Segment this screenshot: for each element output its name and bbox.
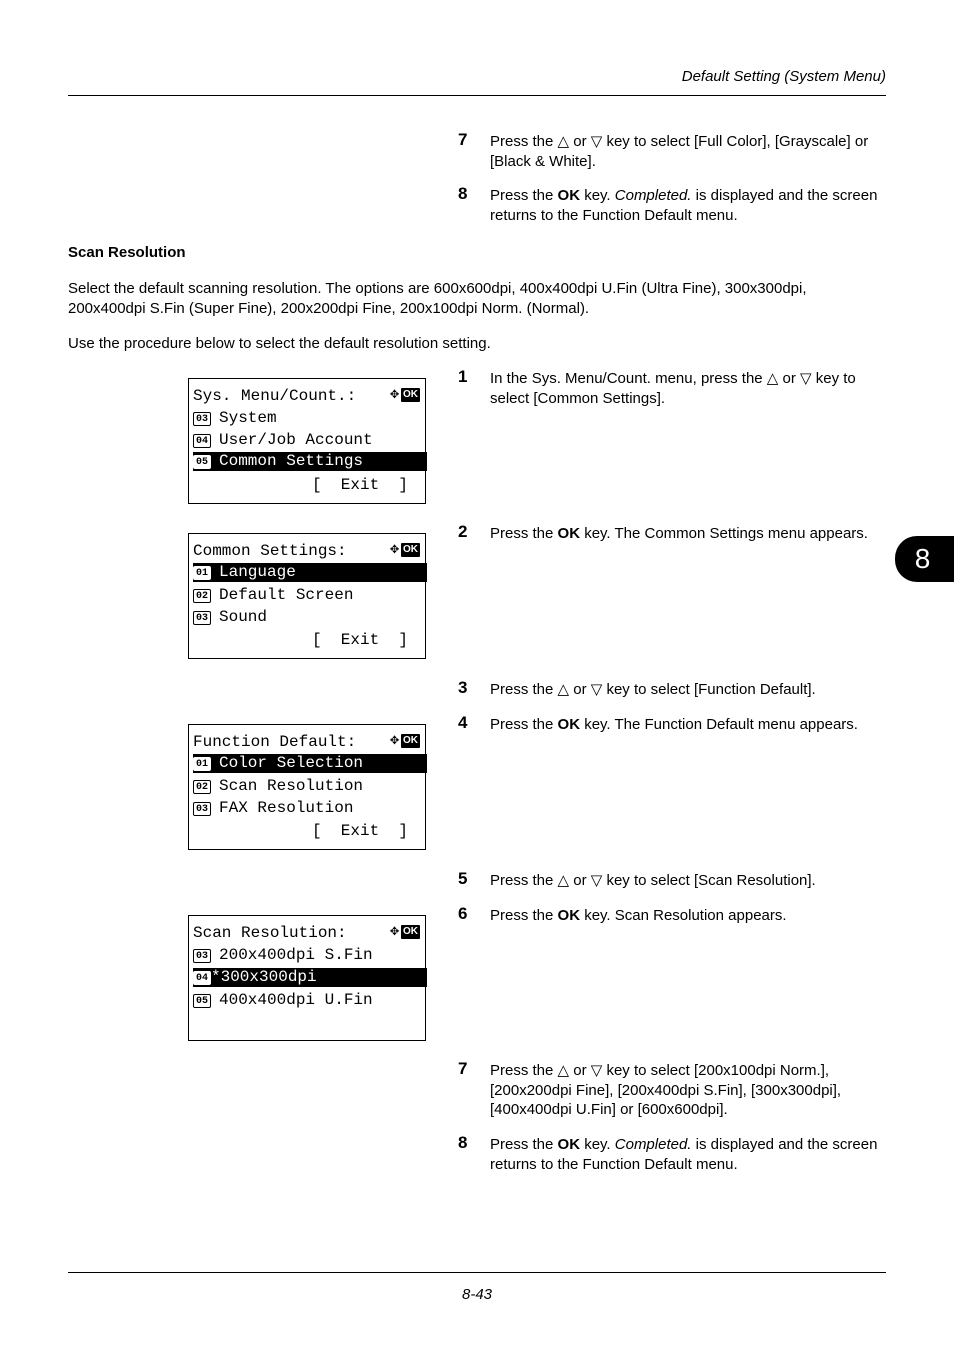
menu-item-label: System: [219, 409, 277, 427]
menu-item-default-screen[interactable]: [193, 586, 353, 605]
menu-item-color-selection-selected[interactable]: [193, 754, 427, 773]
item-number-badge: 05: [193, 994, 211, 1008]
menu-item-label: Scan Resolution: [219, 777, 364, 795]
step-number: 1: [458, 367, 468, 386]
exit-softkey[interactable]: [ Exit ]: [312, 476, 409, 494]
step-text: Press the OK key. The Common Settings menu appears.: [490, 525, 868, 542]
exit-softkey[interactable]: [ Exit ]: [312, 822, 409, 840]
four-way-arrow-icon: ✥: [389, 732, 399, 749]
four-way-arrow-icon: ✥: [389, 541, 399, 558]
option-300x300dpi-selected[interactable]: [193, 968, 427, 987]
menu-item-label: FAX Resolution: [219, 799, 354, 817]
item-number-badge: 01: [193, 757, 211, 771]
lcd-panel-scan-resolution: [188, 915, 426, 1041]
menu-item-label: 200x400dpi S.Fin: [219, 946, 373, 964]
ok-icon: OK: [403, 925, 418, 937]
item-number-badge: 05: [193, 455, 211, 469]
step-number: 4: [458, 713, 468, 732]
ok-icon: OK: [403, 543, 418, 555]
lcd-panel-sys-menu: [188, 378, 426, 504]
menu-item-label: 400x400dpi U.Fin: [219, 991, 373, 1009]
panel-title: Sys. Menu/Count.:: [193, 387, 357, 405]
step-number: 8: [458, 1133, 468, 1152]
option-200x400dpi[interactable]: [193, 946, 373, 965]
panel-title: Scan Resolution:: [193, 924, 347, 942]
step-number: 7: [458, 1059, 468, 1078]
panel-title: Common Settings:: [193, 542, 347, 560]
ok-icon: OK: [403, 388, 418, 400]
step-number: 8: [458, 184, 468, 203]
ok-icon: OK: [403, 734, 418, 746]
menu-item-system[interactable]: [193, 409, 277, 428]
step-text: Press the △ or ▽ key to select [Full Color], [Grayscale] or [Black & White].: [490, 133, 869, 170]
step-number: 5: [458, 869, 468, 888]
panel-title: Function Default:: [193, 733, 357, 751]
item-number-badge: 03: [193, 949, 211, 963]
step-text: Press the OK key. The Function Default menu appears.: [490, 716, 858, 733]
step-text: Press the OK key. Completed. is displayed and the screen returns to the Function Default menu.: [490, 187, 878, 224]
step-number: 6: [458, 904, 468, 923]
menu-item-language-selected[interactable]: [193, 563, 427, 582]
header-rule: [68, 95, 886, 96]
item-number-badge: 02: [193, 589, 211, 603]
item-number-badge: 01: [193, 566, 211, 580]
step-number: 3: [458, 678, 468, 697]
step-number: 2: [458, 522, 468, 541]
page-number: 8-43: [461, 1286, 493, 1303]
menu-item-label: Common Settings: [219, 452, 364, 470]
step-text: Press the △ or ▽ key to select [200x100dpi Norm.], [200x200dpi Fine], [200x400dpi S.Fin], [300x300dpi], [400x400dpi U.Fin] or [600x600dpi].: [490, 1062, 842, 1118]
item-number-badge: 02: [193, 780, 211, 794]
procedure-intro: Use the procedure below to select the default resolution setting.: [68, 335, 491, 352]
menu-item-scan-resolution[interactable]: [193, 777, 363, 796]
menu-item-label: Color Selection: [219, 754, 364, 772]
step-text: Press the OK key. Scan Resolution appears.: [490, 907, 787, 924]
item-number-badge: 04: [193, 971, 211, 985]
menu-item-common-settings-selected[interactable]: [193, 452, 427, 471]
exit-softkey[interactable]: [ Exit ]: [312, 631, 409, 649]
step-text: Press the △ or ▽ key to select [Function Default].: [490, 681, 816, 698]
lcd-panel-common-settings: [188, 533, 426, 659]
step-text: Press the OK key. Completed. is displayed and the screen returns to the Function Default menu.: [490, 1136, 878, 1173]
footer-rule: [68, 1272, 886, 1273]
section-heading: Scan Resolution: [68, 244, 186, 261]
item-number-badge: 03: [193, 802, 211, 816]
step-number: 7: [458, 130, 468, 149]
step-text: In the Sys. Menu/Count. menu, press the △ or ▽ key to select [Common Settings].: [490, 370, 856, 407]
menu-item-label: *300x300dpi: [211, 968, 317, 986]
running-header: Default Setting (System Menu): [681, 68, 886, 85]
option-400x400dpi[interactable]: [193, 991, 373, 1010]
menu-item-label: User/Job Account: [219, 431, 373, 449]
lcd-panel-function-default: [188, 724, 426, 850]
menu-item-user-job-account[interactable]: [193, 431, 373, 450]
menu-item-label: Language: [219, 563, 296, 581]
menu-item-sound[interactable]: [193, 608, 267, 627]
four-way-arrow-icon: ✥: [389, 923, 399, 940]
item-number-badge: 04: [193, 434, 211, 448]
step-text: Press the △ or ▽ key to select [Scan Resolution].: [490, 872, 816, 889]
menu-item-label: Default Screen: [219, 586, 354, 604]
four-way-arrow-icon: ✥: [389, 386, 399, 403]
menu-item-label: Sound: [219, 608, 268, 626]
item-number-badge: 03: [193, 412, 211, 426]
menu-item-fax-resolution[interactable]: [193, 799, 353, 818]
section-description: Select the default scanning resolution. The options are 600x600dpi, 400x400dpi U.Fin (Ultra Fine), 300x300dpi, 200x400dpi S.Fin (Super Fine), 200x200dpi Fine, 200x100dpi Norm. (Normal).: [68, 280, 807, 317]
chapter-tab: 8: [895, 536, 954, 582]
item-number-badge: 03: [193, 611, 211, 625]
